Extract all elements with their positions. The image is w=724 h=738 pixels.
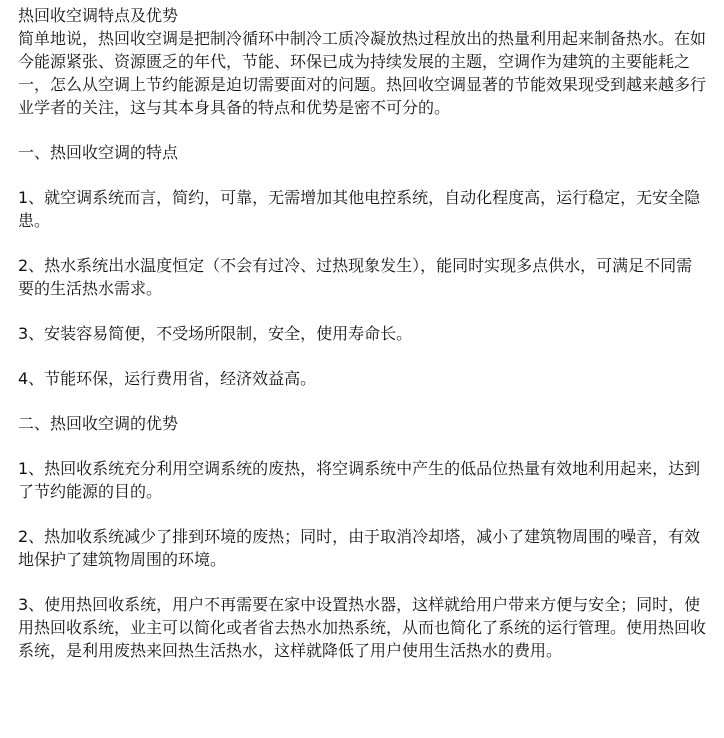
article-title: 热回收空调特点及优势 [18,6,179,25]
spacer [18,300,706,322]
intro-paragraph: 简单地说，热回收空调是把制冷循环中制冷工质冷凝放热过程放出的热量利用起来制备热水。在如今能源紧张、资源匮乏的年代，节能、环保已成为持续发展的主题，空调作为建筑的主要能耗之一，怎么从空调上节约能源是迫切需要面对的问题。热回收空调显著的节能效果现受到越来越多行业学者的关注，这与其本身具备的特点和优势是密不可分的。 [18,29,707,117]
feature-item: 2、热水系统出水温度恒定（不会有过冷、过热现象发生），能同时实现多点供水，可满足不同需要的生活热水需求。 [18,256,693,298]
advantage-item: 1、热回收系统充分利用空调系统的废热，将空调系统中产生的低品位热量有效地利用起来，达到了节约能源的目的。 [18,459,701,501]
spacer [18,119,706,141]
spacer [18,390,706,412]
spacer [18,571,706,593]
feature-item: 4、节能环保，运行费用省，经济效益高。 [18,369,317,388]
feature-item: 1、就空调系统而言，简约，可靠，无需增加其他电控系统，自动化程度高，运行稳定，无安全隐患。 [18,188,701,230]
feature-item: 3、安装容易简便，不受场所限制，安全，使用寿命长。 [18,324,413,343]
spacer [18,232,706,254]
spacer [18,345,706,367]
spacer [18,435,706,457]
spacer [18,164,706,186]
advantage-item: 3、使用热回收系统，用户不再需要在家中设置热水器，这样就给用户带来方便与安全；同时，使用热回收系统，业主可以简化或者省去热水加热系统，从而也简化了系统的运行管理。使用热回收系统，是利用废热来回热生活热水，这样就降低了用户使用生活热水的费用。 [18,595,707,660]
spacer [18,503,706,525]
section-heading-features: 一、热回收空调的特点 [18,143,179,162]
advantage-item: 2、热加收系统减少了排到环境的废热；同时，由于取消冷却塔，减小了建筑物周围的噪音，有效地保护了建筑物周围的环境。 [18,527,701,569]
section-heading-advantages: 二、热回收空调的优势 [18,414,179,433]
